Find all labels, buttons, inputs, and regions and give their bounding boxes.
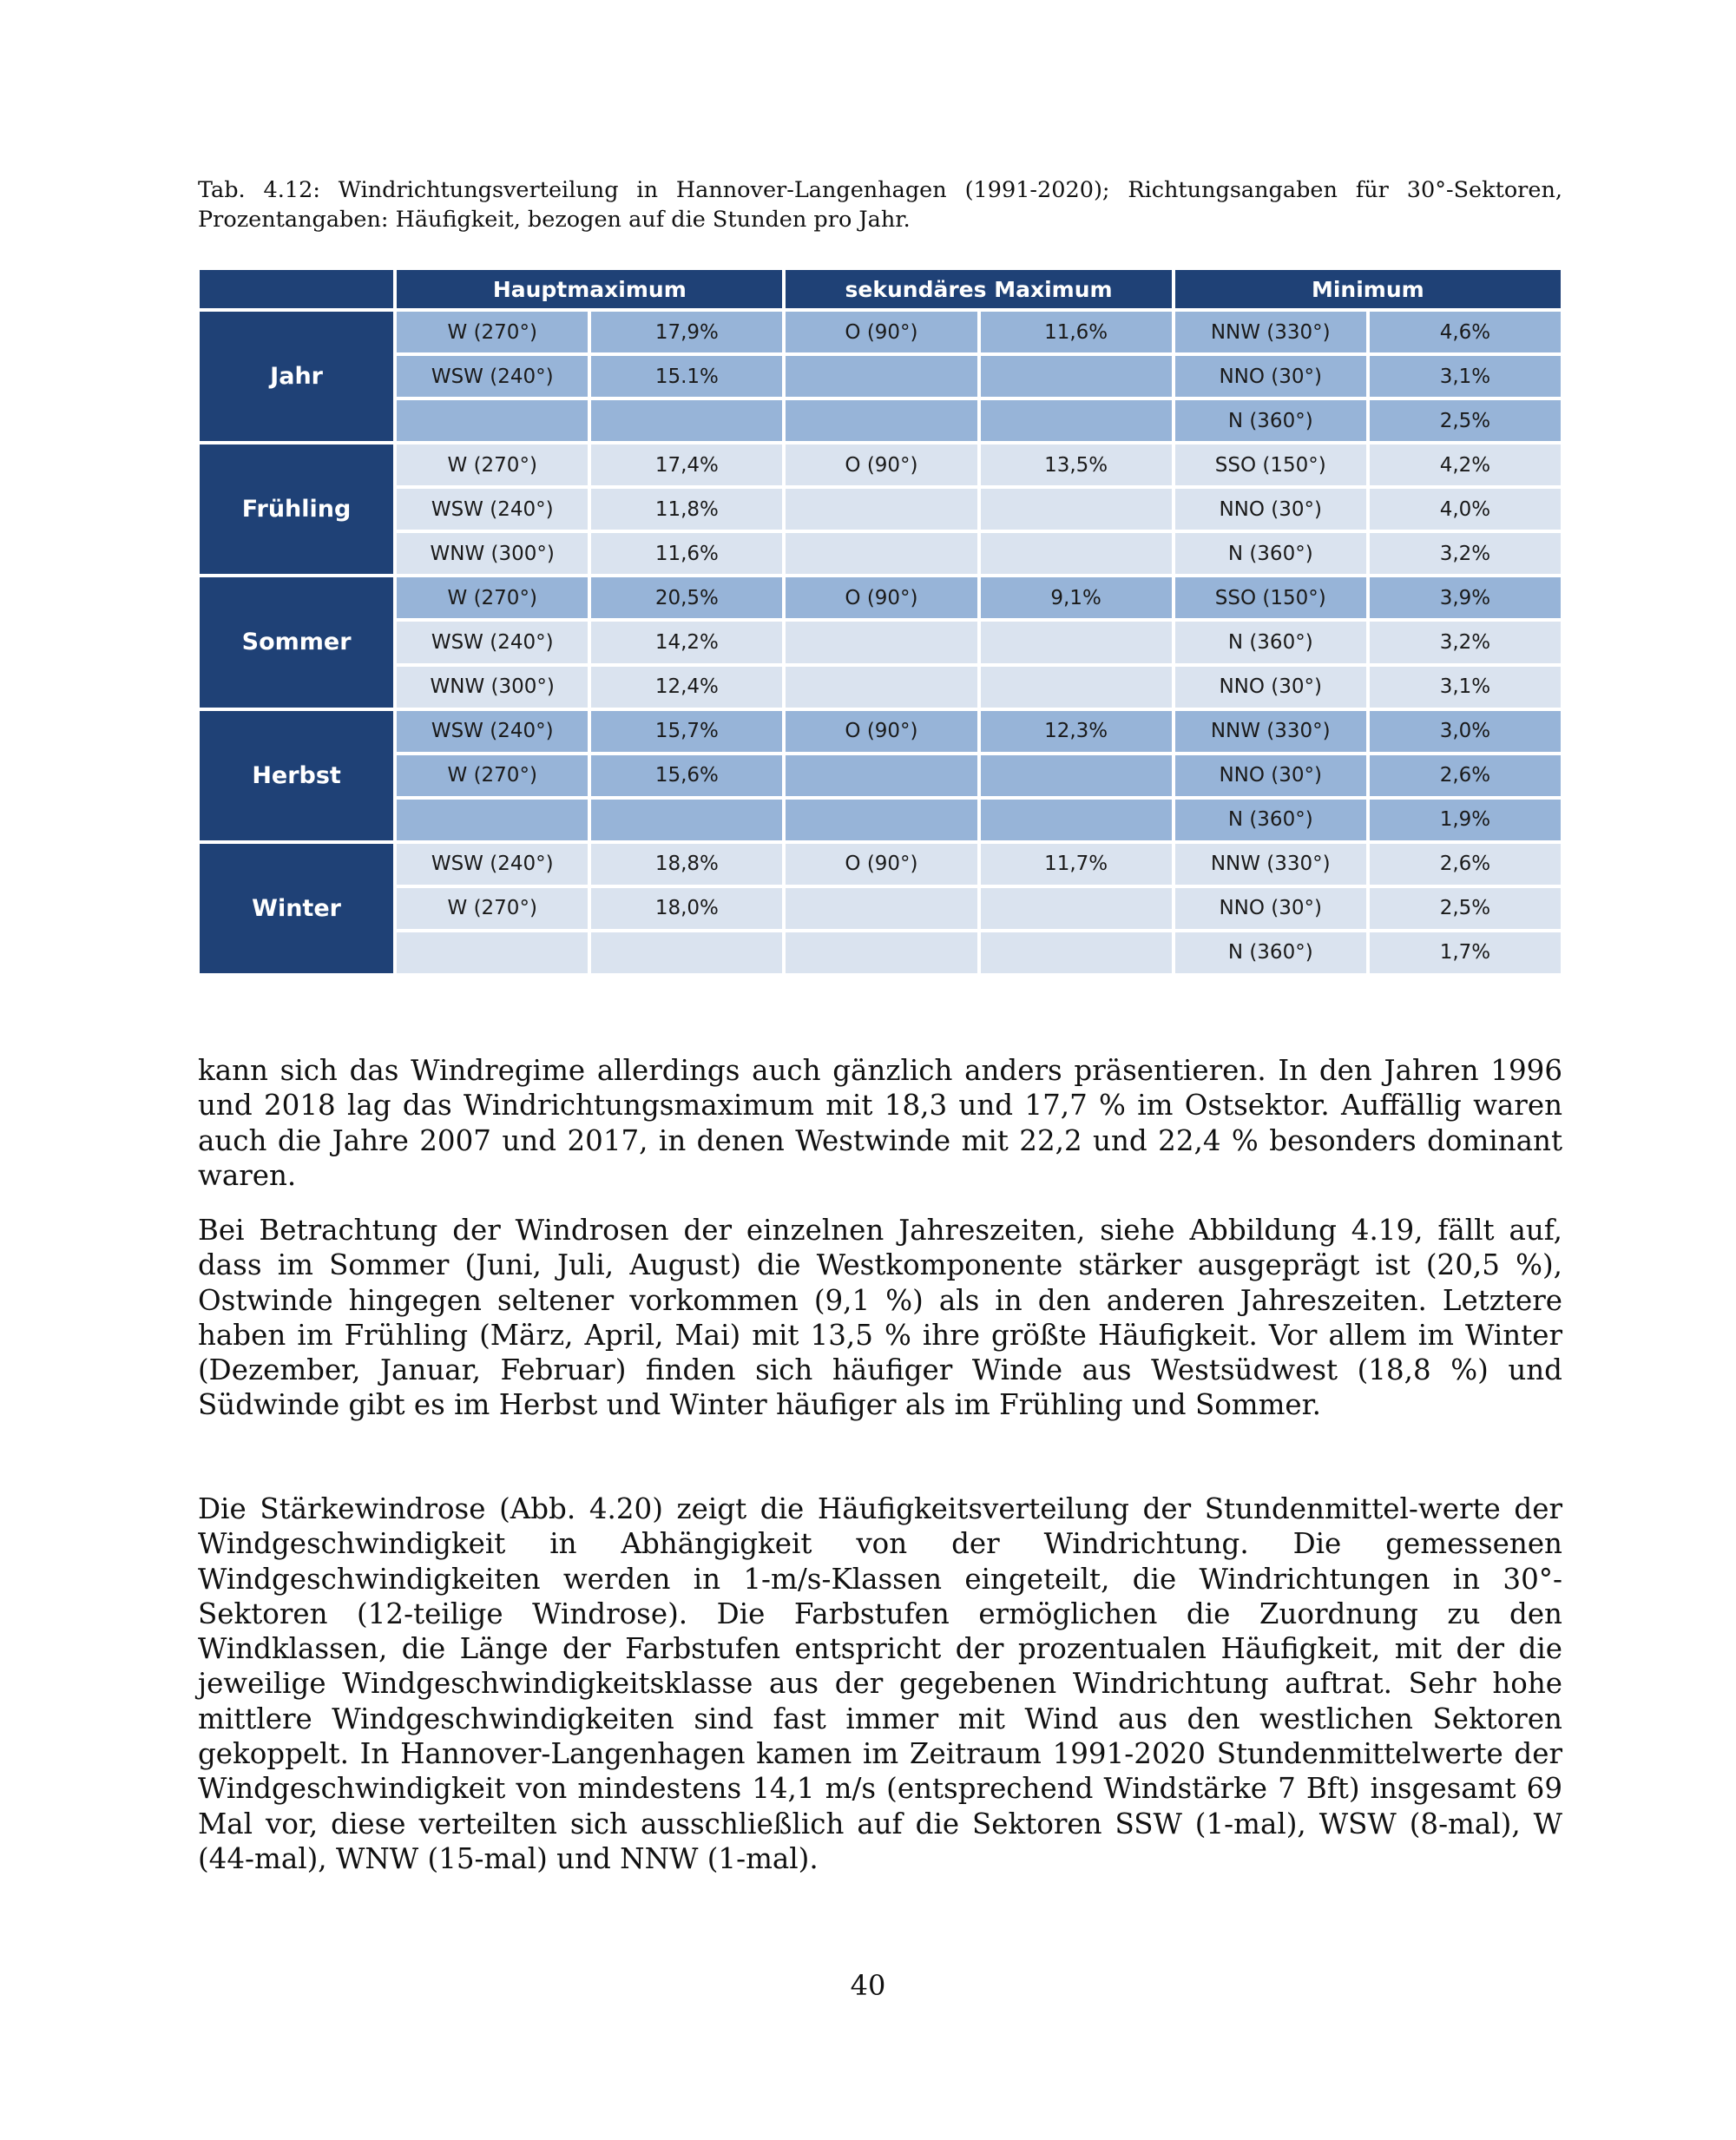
table-cell: NNW (330°) [1175, 711, 1366, 752]
table-cell: O (90°) [786, 577, 976, 618]
table-cell [786, 755, 976, 796]
table-cell: 11,6% [591, 533, 782, 574]
table-cell: 4,6% [1370, 312, 1561, 352]
table-row [200, 533, 1561, 574]
table-cell [786, 888, 976, 929]
table-cell: N (360°) [1175, 622, 1366, 662]
table-cell: NNO (30°) [1175, 755, 1366, 796]
table-cell: W (270°) [397, 312, 588, 352]
table-cell: N (360°) [1175, 400, 1366, 441]
table-cell [786, 622, 976, 662]
table-cell: 4,0% [1370, 489, 1561, 530]
table-cell: 12,4% [591, 667, 782, 708]
table-cell [981, 667, 1172, 708]
table-row [200, 844, 1561, 885]
table-row [200, 932, 1561, 973]
table-cell [397, 932, 588, 973]
table-cell: 18,8% [591, 844, 782, 885]
wind-direction-table [196, 267, 1564, 977]
table-cell: N (360°) [1175, 533, 1366, 574]
table-cell: 13,5% [981, 444, 1172, 485]
table-row [200, 711, 1561, 752]
table-row [200, 489, 1561, 530]
table-cell: W (270°) [397, 444, 588, 485]
header-corner [200, 270, 393, 308]
table-row [200, 800, 1561, 840]
season-label-fruehling: Frühling [200, 444, 393, 574]
table-cell [786, 356, 976, 397]
table-cell: 14,2% [591, 622, 782, 662]
table-cell: O (90°) [786, 312, 976, 352]
table-cell: W (270°) [397, 755, 588, 796]
season-label-jahr: Jahr [200, 312, 393, 441]
table-row [200, 400, 1561, 441]
table-cell: O (90°) [786, 844, 976, 885]
paragraph-windregime: kann sich das Windregime allerdings auch gänzlich anders präsentieren. In den Jahren 1996 und 2018 lag das Windrichtungsmaximum mit 18,3 und 17,7 % im Ostsektor. Auffällig waren auch die Jahre 2007 und 2017, in denen Westwinde mit 22,2 und 22,4 % besonders dominant waren. [198, 1054, 1562, 1192]
table-cell: 3,2% [1370, 622, 1561, 662]
table-cell: 11,6% [981, 312, 1172, 352]
table-header-row [200, 270, 1561, 308]
table-cell: O (90°) [786, 444, 976, 485]
table-cell: NNO (30°) [1175, 667, 1366, 708]
table-cell [786, 489, 976, 530]
table-cell: 3,1% [1370, 356, 1561, 397]
table-cell: 1,7% [1370, 932, 1561, 973]
table-row [200, 667, 1561, 708]
table-cell [786, 533, 976, 574]
table-cell [397, 400, 588, 441]
table-cell: 3,0% [1370, 711, 1561, 752]
table-cell: N (360°) [1175, 800, 1366, 840]
table-cell: 2,5% [1370, 888, 1561, 929]
paragraph-jahreszeiten: Bei Betrachtung der Windrosen der einzelnen Jahreszeiten, siehe Abbildung 4.19, fällt auf, dass im Sommer (Juni, Juli, August) die Westkomponente stärker ausgeprägt ist (20,5 %), Ostwinde hingegen seltener vorkommen (9,1 %) als in den anderen Jahreszeiten. Letztere haben im Frühling (März, April, Mai) mit 13,5 % ihre größte Häufigkeit. Vor allem im Winter (Dezember, Januar, Februar) finden sich häufiger Winde aus Westsüdwest (18,8 %) und Südwinde gibt es im Herbst und Winter häufiger als im Frühling und Sommer. [198, 1214, 1562, 1422]
page-number: 40 [850, 1969, 886, 2002]
table-cell: 11,8% [591, 489, 782, 530]
table-cell: 15,7% [591, 711, 782, 752]
season-label-winter: Winter [200, 844, 393, 973]
table-cell: 17,4% [591, 444, 782, 485]
table-cell [591, 932, 782, 973]
table-row [200, 356, 1561, 397]
header-minimum: Minimum [1175, 270, 1561, 308]
table-row [200, 888, 1561, 929]
table-cell [981, 533, 1172, 574]
table-cell: 15,6% [591, 755, 782, 796]
table-cell [981, 622, 1172, 662]
table-cell: 20,5% [591, 577, 782, 618]
table-cell: 4,2% [1370, 444, 1561, 485]
table-cell: SSO (150°) [1175, 577, 1366, 618]
table-cell: W (270°) [397, 888, 588, 929]
table-cell [981, 932, 1172, 973]
table-caption: Tab. 4.12: Windrichtungsverteilung in Hannover-Langenhagen (1991-2020); Richtungsangaben für 30°-Sektoren, Prozentangaben: Häufigkeit, bezogen auf die Stunden pro Jahr. [198, 177, 1562, 233]
table-cell: NNW (330°) [1175, 312, 1366, 352]
table-cell: 9,1% [981, 577, 1172, 618]
table-cell [981, 800, 1172, 840]
table-cell: WSW (240°) [397, 622, 588, 662]
table-cell: 12,3% [981, 711, 1172, 752]
table-cell [786, 667, 976, 708]
table-cell: WSW (240°) [397, 711, 588, 752]
table-cell: 18,0% [591, 888, 782, 929]
table-cell: O (90°) [786, 711, 976, 752]
table-cell [981, 400, 1172, 441]
table-cell [786, 400, 976, 441]
table-cell: WNW (300°) [397, 533, 588, 574]
table-row [200, 444, 1561, 485]
table-cell: N (360°) [1175, 932, 1366, 973]
table-cell [397, 800, 588, 840]
table-cell: 3,1% [1370, 667, 1561, 708]
season-label-herbst: Herbst [200, 711, 393, 840]
table-cell [981, 356, 1172, 397]
header-sekundaeres-maximum: sekundäres Maximum [786, 270, 1171, 308]
table-cell: WNW (300°) [397, 667, 588, 708]
table-cell: NNW (330°) [1175, 844, 1366, 885]
table-cell: 2,6% [1370, 755, 1561, 796]
table-row [200, 312, 1561, 352]
table-cell: 11,7% [981, 844, 1172, 885]
table-cell [981, 489, 1172, 530]
table-cell [981, 888, 1172, 929]
header-hauptmaximum: Hauptmaximum [397, 270, 782, 308]
table-cell [591, 800, 782, 840]
table-cell: NNO (30°) [1175, 356, 1366, 397]
table-cell: WSW (240°) [397, 844, 588, 885]
paragraph-staerkewindrose: Die Stärkewindrose (Abb. 4.20) zeigt die Häufigkeitsverteilung der Stundenmittel-werte der Windgeschwindigkeit in Abhängigkeit von der Windrichtung. Die gemessenen Windgeschwindigkeiten werden in 1-m/s-Klassen eingeteilt, die Windrichtungen in 30°-Sektoren (12-teilige Windrose). Die Farbstufen ermöglichen die Zuordnung zu den Windklassen, die Länge der Farbstufen entspricht der prozentualen Häufigkeit, mit der die jeweilige Windgeschwindigkeitsklasse aus der gegebenen Windrichtung auftrat. Sehr hohe mittlere Windgeschwindigkeiten sind fast immer mit Wind aus den westlichen Sektoren gekoppelt. In Hannover-Langenhagen kamen im Zeitraum 1991-2020 Stundenmittelwerte der Windgeschwindigkeit von mindestens 14,1 m/s (entsprechend Windstärke 7 Bft) insgesamt 69 Mal vor, diese verteilten sich ausschließlich auf die Sektoren SSW (1-mal), WSW (8-mal), W (44-mal), WNW (15-mal) und NNW (1-mal). [198, 1492, 1562, 1875]
table-row [200, 622, 1561, 662]
table-cell: W (270°) [397, 577, 588, 618]
table-cell: 2,5% [1370, 400, 1561, 441]
table-row [200, 755, 1561, 796]
table-cell [591, 400, 782, 441]
table-cell [786, 800, 976, 840]
table-cell: 3,9% [1370, 577, 1561, 618]
table-cell: WSW (240°) [397, 489, 588, 530]
table-cell [981, 755, 1172, 796]
table-cell: SSO (150°) [1175, 444, 1366, 485]
table-cell: 3,2% [1370, 533, 1561, 574]
table-cell: NNO (30°) [1175, 489, 1366, 530]
season-label-sommer: Sommer [200, 577, 393, 707]
table-cell: 1,9% [1370, 800, 1561, 840]
table-cell: 17,9% [591, 312, 782, 352]
table-cell [786, 932, 976, 973]
table-cell: 15.1% [591, 356, 782, 397]
table-row [200, 577, 1561, 618]
table-cell: NNO (30°) [1175, 888, 1366, 929]
table-cell: WSW (240°) [397, 356, 588, 397]
table-cell: 2,6% [1370, 844, 1561, 885]
